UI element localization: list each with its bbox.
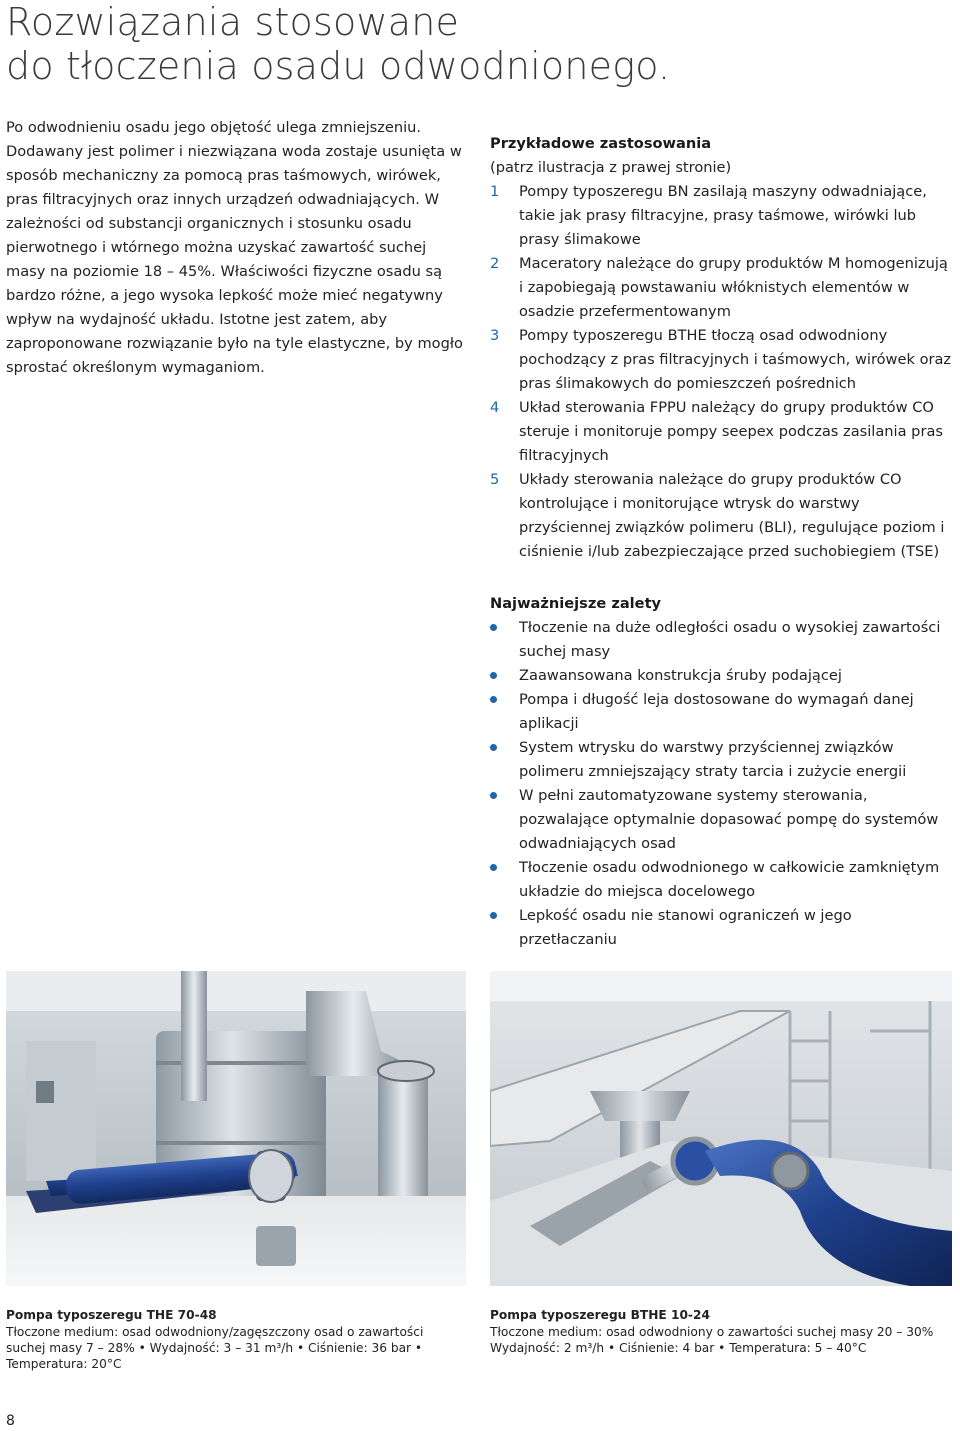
applications-list: [490, 180, 952, 564]
list-item: [490, 396, 952, 468]
advantages-section: [490, 592, 952, 952]
caption-the-pump: [6, 1307, 466, 1372]
list-item: [490, 736, 952, 784]
caption-title: Pompa typoszeregu THE 70-48: [6, 1308, 217, 1322]
photo-the-pump: [6, 971, 466, 1286]
list-item: [490, 468, 952, 564]
item-number: 2: [490, 255, 500, 272]
list-item: [490, 784, 952, 856]
photo-bthe-pump: [490, 971, 952, 1286]
applications-heading: Przykładowe zastosowania: [490, 135, 712, 152]
applications-section: [490, 132, 952, 564]
item-number: 5: [490, 471, 500, 488]
item-text: Pompy typoszeregu BTHE tłoczą osad odwodniony pochodzący z pras filtracyjnych i taśmowych, wirówek oraz pras ślimakowych do pomieszczeń pośrednich: [519, 327, 952, 392]
list-item: [490, 664, 952, 688]
bullet-icon: [490, 792, 497, 799]
bullet-icon: [490, 696, 497, 703]
bullet-icon: [490, 624, 497, 631]
item-text: Lepkość osadu nie stanowi ograniczeń w jego przetłaczaniu: [519, 907, 852, 948]
list-item: [490, 904, 952, 952]
advantages-list: [490, 616, 952, 952]
item-text: Układy sterowania należące do grupy produktów CO kontrolujące i monitorujące wtrysk do warstwy przyściennej związków polimeru (BLI), regulujące poziom i ciśnienie i/lub zabezpieczające przed suchobiegiem (TSE): [519, 471, 945, 560]
caption-title: Pompa typoszeregu BTHE 10-24: [490, 1308, 710, 1322]
advantages-heading: Najważniejsze zalety: [490, 595, 662, 612]
bullet-icon: [490, 864, 497, 871]
list-item: [490, 856, 952, 904]
list-item: [490, 180, 952, 252]
caption-text: Tłoczone medium: osad odwodniony/zagęszczony osad o zawartości suchej masy 7 – 28% • Wydajność: 3 – 31 m³/h • Ciśnienie: 36 bar • Temperatura: 20°C: [6, 1325, 424, 1371]
page-title: [6, 0, 946, 88]
item-text: System wtrysku do warstwy przyściennej związków polimeru zmniejszający straty tarcia i zużycie energii: [519, 739, 907, 780]
the-pump-illustration: [6, 971, 466, 1286]
page-title-line-2: do tłoczenia osadu odwodnionego.: [6, 44, 671, 88]
list-item: [490, 616, 952, 664]
item-number: 3: [490, 327, 500, 344]
bullet-icon: [490, 912, 497, 919]
item-text: Pompa i długość leja dostosowane do wymagań danej aplikacji: [519, 691, 914, 732]
page-title-line-1: Rozwiązania stosowane: [6, 0, 460, 44]
item-number: 1: [490, 183, 500, 200]
bullet-icon: [490, 744, 497, 751]
item-text: Pompy typoszeregu BN zasilają maszyny odwadniające, takie jak prasy filtracyjne, prasy taśmowe, wirówki lub prasy ślimakowe: [519, 183, 927, 248]
bullet-icon: [490, 672, 497, 679]
list-item: [490, 688, 952, 736]
item-text: W pełni zautomatyzowane systemy sterowania, pozwalające optymalnie dopasować pompę do systemów odwadniających osad: [519, 787, 939, 852]
bthe-pump-illustration: [490, 971, 952, 1286]
caption-text: Tłoczone medium: osad odwodniony o zawartości suchej masy 20 – 30% Wydajność: 2 m³/h • Ciśnienie: 4 bar • Temperatura: 5 – 40°C: [490, 1325, 934, 1355]
item-text: Tłoczenie osadu odwodnionego w całkowicie zamkniętym układzie do miejsca docelowego: [519, 859, 940, 900]
list-item: [490, 252, 952, 324]
item-text: Układ sterowania FPPU należący do grupy produktów CO steruje i monitoruje pompy seepex podczas zasilania pras filtracyjnych: [519, 399, 943, 464]
item-text: Zaawansowana konstrukcja śruby podającej: [519, 667, 842, 684]
list-item: [490, 324, 952, 396]
page-number: 8: [6, 1413, 15, 1429]
item-text: Tłoczenie na duże odległości osadu o wysokiej zawartości suchej masy: [519, 619, 941, 660]
intro-paragraph: Po odwodnieniu osadu jego objętość ulega zmniejszeniu. Dodawany jest polimer i niezwiązana woda zostaje usunięta w sposób mechaniczny za pomocą pras taśmowych, wirówek, pras filtracyjnych oraz innych urządzeń odwadniających. W zależności od substancji organicznych i stosunku osadu pierwotnego i wtórnego można uzyskać zawartość suchej masy na poziomie 18 – 45%. Właściwości fizyczne osadu są bardzo różne, a jego wysoka lepkość może mieć negatywny wpływ na wydajność układu. Istotne jest zatem, aby zaproponowane rozwiązanie było na tyle elastyczne, by mogło sprostać określonym wymaganiom.: [6, 119, 463, 376]
caption-bthe-pump: [490, 1307, 952, 1356]
item-number: 4: [490, 399, 500, 416]
applications-subheading: (patrz ilustracja z prawej stronie): [490, 159, 732, 176]
item-text: Maceratory należące do grupy produktów M homogenizują i zapobiegają powstawaniu włóknistych elementów w osadzie przefermentowanym: [519, 255, 948, 320]
